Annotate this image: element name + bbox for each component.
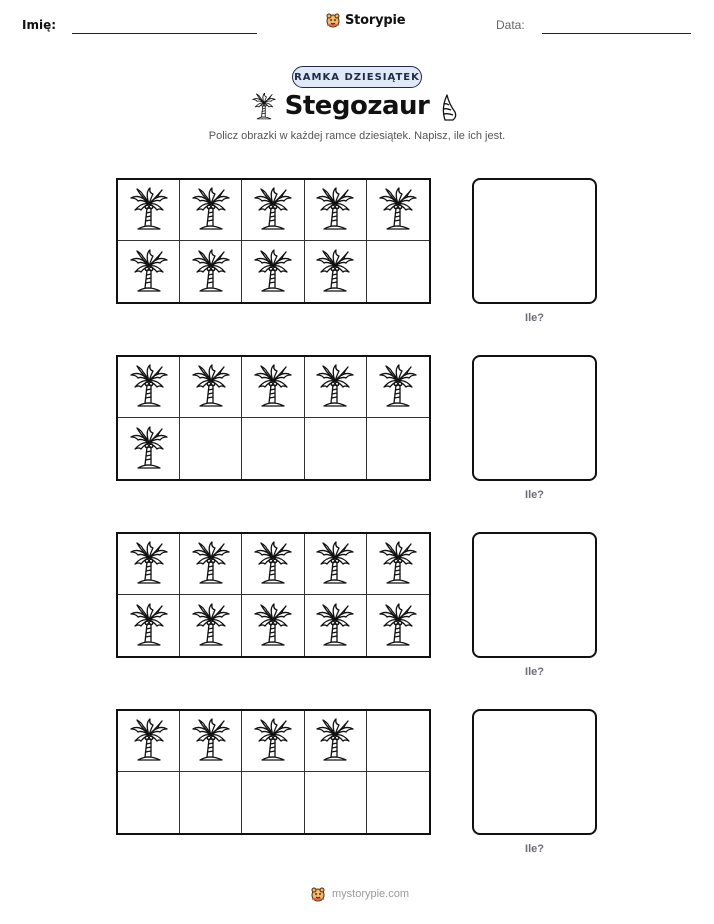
palm-tree-icon [190,186,232,234]
ten-frame-cell [305,180,367,241]
ten-frame-cell [180,180,242,241]
ten-frame-cell [180,772,242,833]
palm-tree-icon [377,186,419,234]
answer-box[interactable] [472,178,597,304]
ten-frame-cell [118,534,180,595]
palm-tree-icon [252,540,294,588]
ten-frame-cell [367,418,429,479]
palm-tree-icon [128,540,170,588]
answer-box[interactable] [472,709,597,835]
brand-logo [325,12,405,28]
ten-frame-cell [367,772,429,833]
palm-tree-icon [314,248,356,296]
ten-frame [116,709,431,835]
palm-tree-icon [128,717,170,765]
ten-frame-cell [118,241,180,302]
ten-frame-cell [367,357,429,418]
palm-tree-icon [252,602,294,650]
ten-frame-cell [242,418,304,479]
storypie-logo-icon [325,12,341,28]
horn-icon [437,92,461,122]
ten-frame-cell [367,595,429,656]
answer-box[interactable] [472,532,597,658]
palm-tree-icon [314,363,356,411]
palm-tree-icon [252,186,294,234]
palm-tree-icon [190,363,232,411]
palm-tree-icon [190,717,232,765]
ten-frame-cell [305,595,367,656]
ten-frame-cell [180,357,242,418]
ten-frame-cell [180,534,242,595]
ten-frame-cell [367,241,429,302]
ten-frame-cell [180,711,242,772]
answer-prompt: Ile? [525,489,544,501]
palm-tree-icon [252,248,294,296]
palm-tree-icon [377,363,419,411]
name-line[interactable] [72,33,257,34]
ten-frame-cell [242,241,304,302]
ten-frame-cell [305,418,367,479]
answer-prompt: Ile? [525,312,544,324]
palm-tree-icon [128,248,170,296]
date-label: Data: [496,18,525,32]
ten-frame [116,178,431,304]
ten-frame-cell [118,772,180,833]
palm-tree-icon [128,186,170,234]
palm-tree-icon [314,186,356,234]
ten-frame-cell [180,595,242,656]
ten-frame-cell [367,180,429,241]
palm-tree-icon [377,540,419,588]
palm-tree-icon [314,602,356,650]
ten-frame-cell [305,534,367,595]
ten-frame-cell [118,180,180,241]
answer-box[interactable] [472,355,597,481]
footer-url: mystorypie.com [332,888,410,900]
date-line[interactable] [542,33,691,34]
ten-frame-cell [118,357,180,418]
palm-tree-icon [314,540,356,588]
palm-tree-icon [128,363,170,411]
ten-frame [116,532,431,658]
ten-frame-cell [242,772,304,833]
ten-frame-cell [242,534,304,595]
palm-tree-icon [190,602,232,650]
worksheet-title: Stegozaur [284,91,430,121]
ten-frame [116,355,431,481]
brand-name: Storypie [345,12,406,28]
ten-frame-cell [305,772,367,833]
palm-tree-icon [128,602,170,650]
palm-tree-icon [377,602,419,650]
palm-tree-icon [190,540,232,588]
storypie-logo-icon [310,886,326,902]
ten-frame-cell [118,418,180,479]
ten-frame-cell [305,711,367,772]
palm-tree-icon [314,717,356,765]
ten-frame-cell [367,534,429,595]
palm-tree-icon [190,248,232,296]
ten-frame-cell [180,418,242,479]
ten-frame-cell [118,711,180,772]
ten-frame-cell [242,357,304,418]
answer-prompt: Ile? [525,843,544,855]
palm-tree-icon [252,363,294,411]
palm-tree-icon [252,717,294,765]
name-label: Imię: [22,18,57,32]
ten-frame-cell [242,180,304,241]
ten-frame-cell [242,711,304,772]
palm-tree-icon [128,425,170,473]
instructions: Policz obrazki w każdej ramce dziesiątek. Napisz, ile ich jest. [208,130,506,142]
footer [310,886,409,902]
ten-frame-cell [305,241,367,302]
ten-frame-cell [367,711,429,772]
ten-frame-cell [118,595,180,656]
ten-frame-cell [180,241,242,302]
worksheet-type-badge: RAMKA DZIESIĄTEK [292,66,422,88]
ten-frame-cell [305,357,367,418]
answer-prompt: Ile? [525,666,544,678]
ten-frame-cell [242,595,304,656]
